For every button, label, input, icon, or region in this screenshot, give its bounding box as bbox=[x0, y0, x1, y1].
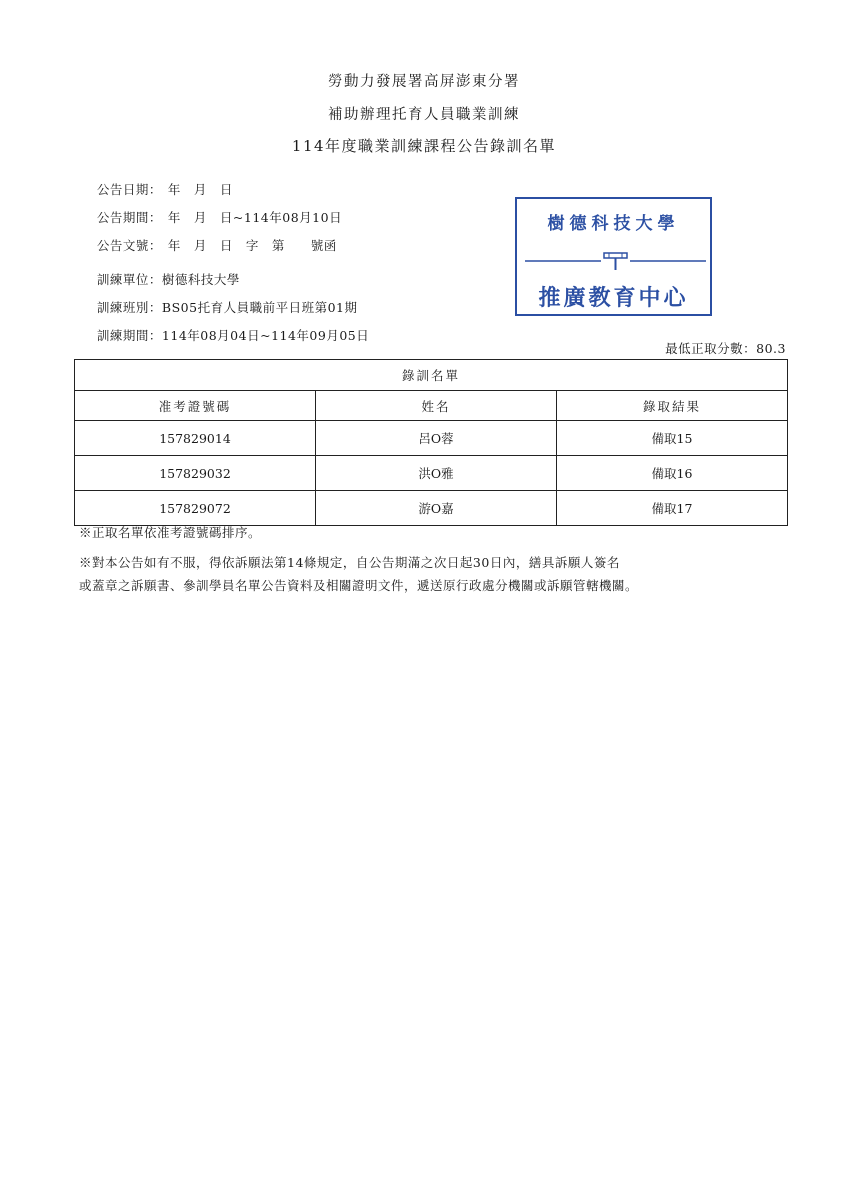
header-name: 姓名 bbox=[316, 391, 557, 421]
training-unit-label: 訓練單位： bbox=[96, 272, 162, 287]
cell-exam-number: 157829032 bbox=[75, 456, 316, 491]
header-result: 錄取結果 bbox=[557, 391, 788, 421]
training-period-label: 訓練期間： bbox=[96, 328, 162, 343]
minimum-score: 最低正取分數：80.3 bbox=[665, 341, 786, 356]
announce-period-label: 公告期間： bbox=[96, 210, 162, 225]
table-row bbox=[75, 491, 788, 526]
table-header-row bbox=[75, 391, 788, 421]
announce-period-value: 年 月 日~114年08月10日 bbox=[167, 210, 343, 225]
announce-date-value: 年 月 日 bbox=[167, 182, 233, 197]
document-title: 114年度職業訓練課程公告錄訓名單 bbox=[291, 137, 557, 155]
cell-exam-number: 157829072 bbox=[75, 491, 316, 526]
appeal-note-line2: 或蓋章之訴願書、參訓學員名單公告資料及相關證明文件，遞送原行政處分機關或訴願管轄機關。 bbox=[79, 578, 639, 593]
stamp-university-name: 樹德科技大學 bbox=[547, 214, 680, 234]
doc-number-label: 公告文號： bbox=[96, 238, 162, 253]
cell-name: 游O嘉 bbox=[316, 491, 557, 526]
doc-number-value: 年 月 日 字 第 號函 bbox=[167, 238, 337, 253]
table-row bbox=[75, 421, 788, 456]
table-caption: 錄訓名單 bbox=[75, 360, 788, 391]
training-unit-value: 樹德科技大學 bbox=[161, 272, 240, 287]
program-title: 補助辦理托育人員職業訓練 bbox=[328, 107, 520, 123]
training-period-row bbox=[79, 311, 369, 359]
cell-name: 呂O蓉 bbox=[316, 421, 557, 456]
training-period-value: 114年08月04日~114年09月05日 bbox=[161, 328, 370, 343]
agency-title: 勞動力發展署高屏澎東分署 bbox=[328, 74, 520, 90]
admission-list-table bbox=[74, 359, 788, 526]
cell-result: 備取17 bbox=[557, 491, 788, 526]
cell-exam-number: 157829014 bbox=[75, 421, 316, 456]
sorting-note: ※正取名單依准考證號碼排序。 bbox=[79, 525, 262, 540]
table-row bbox=[75, 456, 788, 491]
cell-result: 備取15 bbox=[557, 421, 788, 456]
official-stamp bbox=[515, 197, 712, 316]
cell-result: 備取16 bbox=[557, 456, 788, 491]
cell-name: 洪O雅 bbox=[316, 456, 557, 491]
announce-date-label: 公告日期： bbox=[96, 182, 162, 197]
appeal-note-line1: ※對本公告如有不服，得依訴願法第14條規定，自公告期滿之次日起30日內，繕具訴願人簽名 bbox=[79, 555, 620, 570]
training-class-label: 訓練班別： bbox=[96, 300, 162, 315]
training-class-value: BS05托育人員職前平日班第01期 bbox=[161, 300, 358, 315]
header-exam-number: 准考證號碼 bbox=[75, 391, 316, 421]
stamp-department-name: 推廣教育中心 bbox=[538, 285, 689, 311]
stamp-emblem-icon bbox=[525, 251, 706, 271]
